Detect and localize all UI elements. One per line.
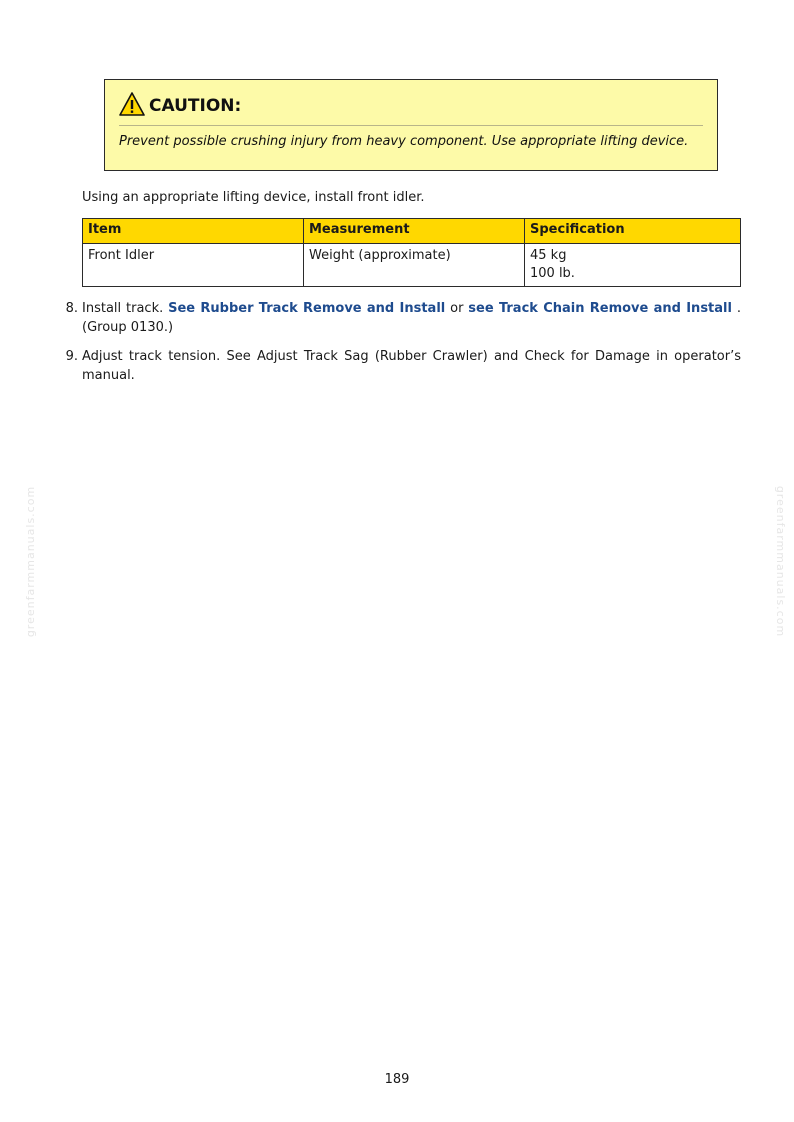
cell-item: Front Idler [83, 244, 304, 287]
table-header-row [83, 219, 741, 244]
warning-triangle-icon [119, 92, 145, 120]
caution-divider [119, 125, 703, 126]
caution-header [119, 94, 241, 118]
spec-imperial: 100 lb. [530, 266, 575, 281]
step-body [82, 299, 741, 337]
header-item: Item [83, 219, 304, 244]
step-number: 9. [65, 349, 78, 364]
step-8 [60, 299, 741, 337]
cell-measurement: Weight (approximate) [304, 244, 525, 287]
intro-text: Using an appropriate lifting device, install front idler. [82, 190, 425, 205]
page-number: 189 [384, 1072, 410, 1087]
spec-table [82, 218, 741, 287]
cell-specification [525, 244, 741, 287]
step-text: or [445, 301, 469, 316]
caution-box [104, 79, 718, 171]
step-number: 8. [65, 301, 78, 316]
step-text: . (Group 0130.) [82, 301, 741, 335]
step-text: Install track. [82, 301, 169, 316]
header-measurement: Measurement [304, 219, 525, 244]
watermark-right: greenfarmmanuals.com [774, 485, 788, 638]
watermark-left: greenfarmmanuals.com [24, 485, 38, 638]
header-specification: Specification [525, 219, 741, 244]
track-chain-link[interactable]: see Track Chain Remove and Install [468, 301, 732, 316]
rubber-track-link[interactable]: See Rubber Track Remove and Install [168, 301, 446, 316]
step-9 [60, 347, 741, 385]
step-body: Adjust track tension. See Adjust Track Sag (Rubber Crawler) and Check for Damage in operator’s manual. [82, 349, 741, 383]
caution-message: Prevent possible crushing injury from heavy component. Use appropriate lifting device. [119, 134, 689, 149]
caution-title: CAUTION: [149, 96, 242, 116]
spec-metric: 45 kg [530, 248, 567, 263]
table-row [83, 244, 741, 287]
